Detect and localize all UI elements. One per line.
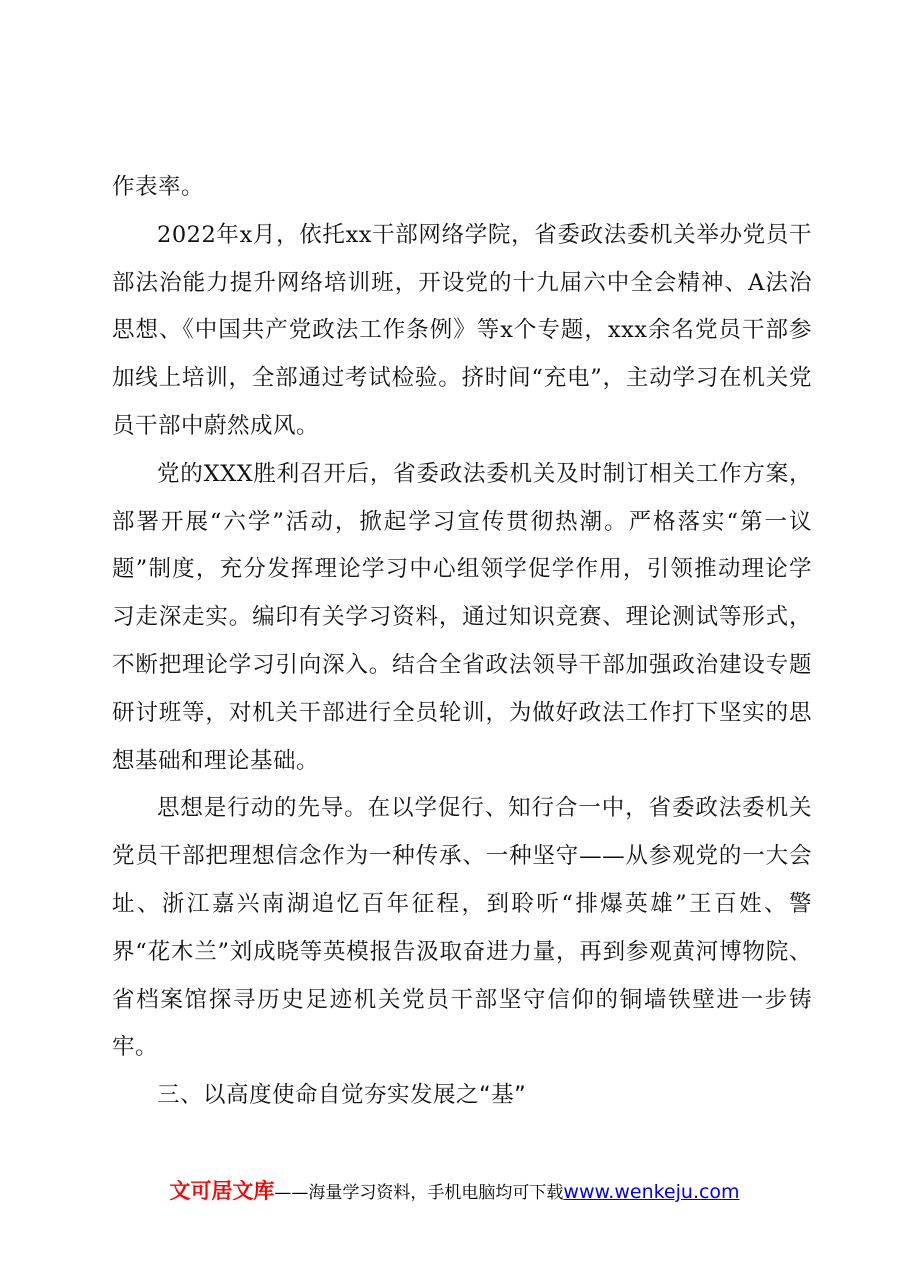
footer-website-link[interactable]: www.wenkeju.com	[563, 1181, 740, 1203]
paragraph-six-studies: 党的XXX胜利召开后，省委政法委机关及时制订相关工作方案，部署开展“六学”活动，掀起学习宣传贯彻热潮。严格落实“第一议题”制度，充分发挥理论学习中心组领学促学作用，引领推动理论学习走深走实。编印有关学习资料，通过知识竞赛、理论测试等形式，不断把理论学习引向深入。结合全省政法领导干部加强政治建设专题研讨班等，对机关干部进行全员轮训，为做好政法工作打下坚实的思想基础和理论基础。	[112, 460, 812, 774]
footer-banner	[0, 1177, 909, 1207]
footer-brand: 文可居文库	[169, 1179, 275, 1203]
document-body	[112, 164, 812, 1120]
footer-slogan: ——海量学习资料，手机电脑均可下载	[274, 1183, 564, 1203]
paragraph-continuation: 作表率。	[112, 174, 205, 200]
section-heading: 三、以高度使命自觉夯实发展之“基”	[157, 1082, 527, 1109]
paragraph-ideals-beliefs: 思想是行动的先导。在以学促行、知行合一中，省委政法委机关党员干部把理想信念作为一种传承、一种坚守——从参观党的一大会址、浙江嘉兴南湖追忆百年征程，到聆听“排爆英雄”王百姓、警界“花木兰”刘成晓等英模报告汲取奋进力量，再到参观黄河博物院、省档案馆探寻历史足迹机关党员干部坚守信仰的铜墙铁壁进一步铸牢。	[112, 795, 812, 1061]
paragraph-online-training: 2022年x月，依托xx干部网络学院，省委政法委机关举办党员干部法治能力提升网络培训班，开设党的十九届六中全会精神、A法治思想、《中国共产党政法工作条例》等x个专题，xxx余名党员干部参加线上培训，全部通过考试检验。挤时间“充电”，主动学习在机关党员干部中蔚然成风。	[112, 221, 812, 439]
